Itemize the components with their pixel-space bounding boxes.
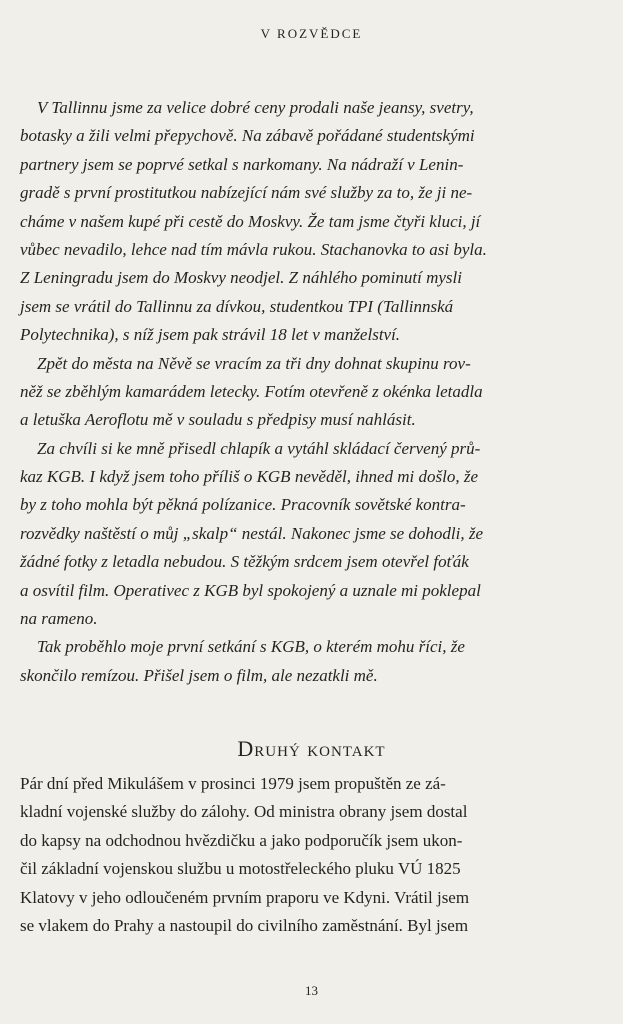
text-line: na rameno. xyxy=(20,609,98,629)
text-line: kladní vojenské služby do zálohy. Od ministra obrany jsem dostal xyxy=(20,802,468,822)
text-line: Z Leningradu jsem do Moskvy neodjel. Z náhlého pominutí mysli xyxy=(20,268,462,288)
text-line: se vlakem do Prahy a nastoupil do civilního zaměstnání. Byl jsem xyxy=(20,915,469,935)
text-line: kaz KGB. I když jsem toho příliš o KGB nevěděl, ihned mi došlo, že xyxy=(20,467,478,487)
text-line: Tak proběhlo moje první setkání s KGB, o kterém mohu říci, že xyxy=(20,637,465,657)
text-line: Pár dní před Mikulášem v prosinci 1979 jsem propuštěn ze zá- xyxy=(20,774,446,793)
text-line: čil základní vojenskou službu u motostřeleckého pluku VÚ 1825 xyxy=(20,859,461,879)
text-line: Za chvíli si ke mně přisedl chlapík a vytáhl skládací červený prů- xyxy=(20,438,481,458)
page-number: 13 xyxy=(305,983,318,998)
text-line: by z toho mohla být pěkná polízanice. Pracovník sovětské kontra- xyxy=(20,495,466,515)
text-line: V Tallinnu jsme za velice dobré ceny prodali naše jeansy, svetry, xyxy=(20,98,474,117)
text-line: gradě s první prostitutkou nabízející nám své služby za to, že ji ne- xyxy=(20,183,473,203)
text-line: do kapsy na odchodnou hvězdičku a jako podporučík jsem ukon- xyxy=(20,830,463,850)
text-line: žádné fotky z letadla nebudou. S těžkým srdcem jsem otevřel foťák xyxy=(20,552,469,572)
text-line: Klatovy v jeho odloučeném prvním praporu ve Kdyni. Vrátil jsem xyxy=(20,887,470,907)
text-line: vůbec nevadilo, lehce nad tím mávla rukou. Stachanovka to asi byla. xyxy=(20,239,487,259)
text-line: partnery jsem se poprvé setkal s narkomany. Na nádraží v Lenin- xyxy=(20,154,464,174)
body-text-block xyxy=(20,770,568,940)
running-header: V ROZVĚDCE xyxy=(260,26,363,41)
text-line: cháme v našem kupé při cestě do Moskvy. Že tam jsme čtyři kluci, jí xyxy=(20,211,481,231)
text-line: skončilo remízou. Přišel jsem o film, ale nezatkli mě. xyxy=(20,665,378,685)
section-heading: Druhý kontakt xyxy=(237,736,386,761)
text-line: jsem se vrátil do Tallinnu za dívkou, studentkou TPI (Tallinnská xyxy=(20,296,454,316)
text-line: a letuška Aeroflotu mě v souladu s předpisy musí nahlásit. xyxy=(20,410,416,430)
text-line: Zpět do města na Něvě se vracím za tři dny dohnat skupinu rov- xyxy=(20,353,471,373)
text-line: a osvítil film. Operativec z KGB byl spokojený a uznale mi poklepal xyxy=(20,580,481,600)
text-line: něž se zběhlým kamarádem letecky. Fotím otevřeně z okénka letadla xyxy=(20,381,483,401)
text-line: rozvědky naštěstí o můj „skalp“ nestál. Nakonec jsme se dohodli, že xyxy=(20,523,484,543)
italic-text-block xyxy=(20,94,568,690)
text-line: Polytechnika), s níž jsem pak strávil 18 let v manželství. xyxy=(20,325,401,345)
text-line: botasky a žili velmi přepychově. Na zábavě pořádané studentskými xyxy=(20,126,475,146)
